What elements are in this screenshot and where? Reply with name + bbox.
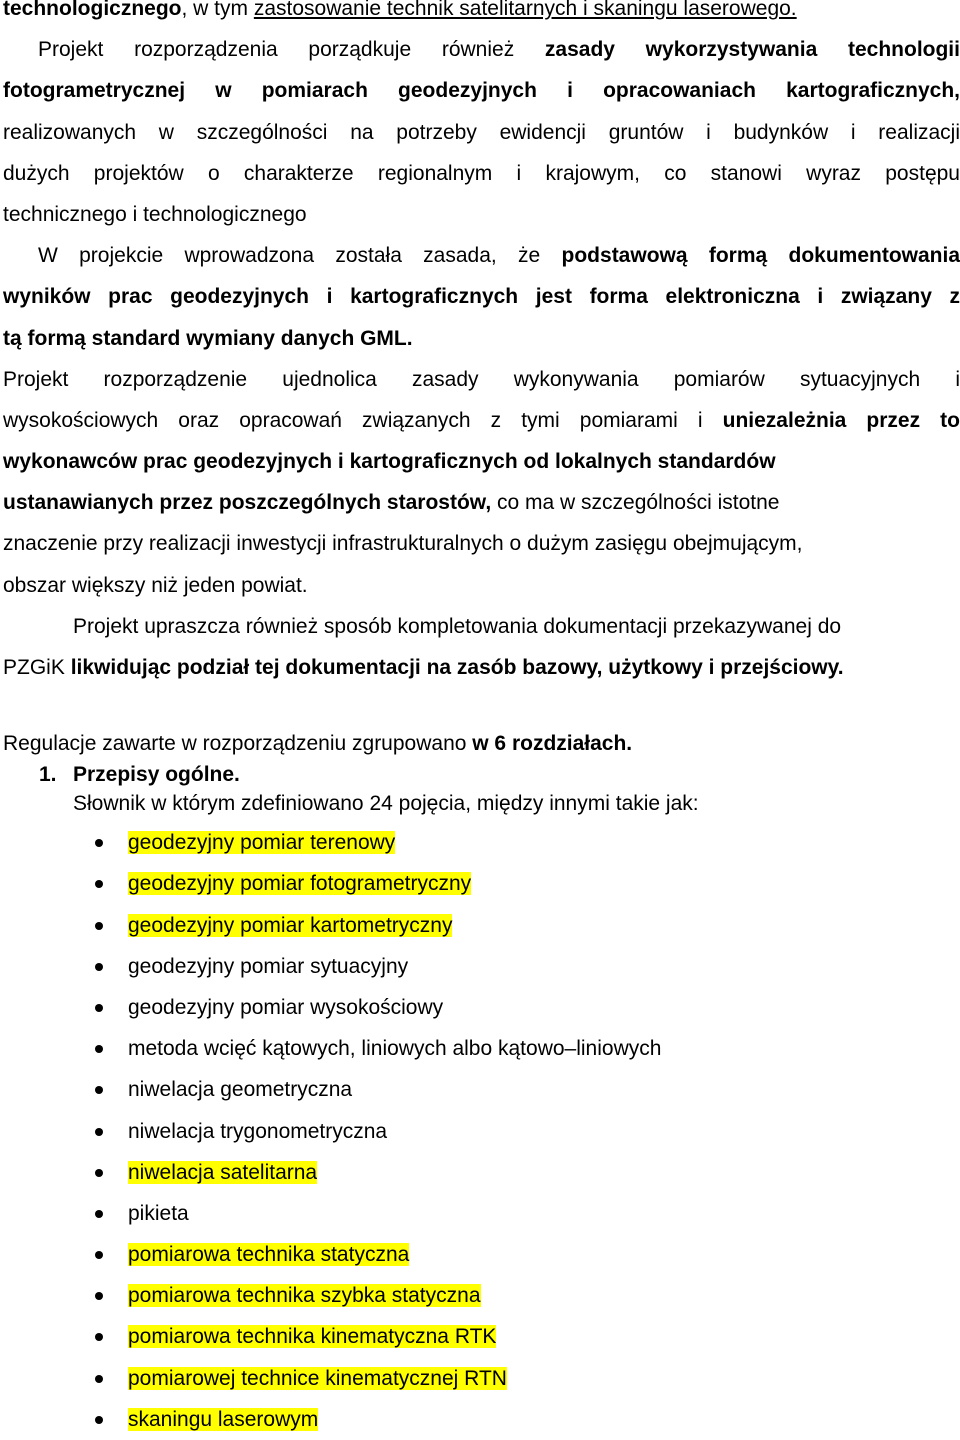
- bold-text: fotogrametrycznej w pomiarach geodezyjnych i opracowaniach kartograficznych,: [3, 79, 960, 103]
- list-item: [3, 1275, 960, 1316]
- chapter-title: Przepisy ogólne.: [73, 763, 240, 787]
- chapter-intro: Słownik w którym zdefiniowano 24 pojęcia, między innymi takie jak:: [73, 792, 699, 816]
- blank-line: [3, 688, 960, 728]
- plain-text: co ma w szczególności istotne: [491, 491, 780, 515]
- underlined-text: zastosowanie technik satelitarnych i skaningu laserowego.: [253, 0, 797, 20]
- list-item-label: pomiarowa technika statyczna: [128, 1243, 410, 1267]
- list-item: [3, 1234, 960, 1275]
- plain-text: W projekcie wprowadzona została zasada, że: [38, 244, 562, 268]
- paragraph-line: dużych projektów o charakterze regionalnym i krajowym, co stanowi wyraz postępu: [3, 161, 960, 185]
- list-item: [3, 1193, 960, 1234]
- list-item: [3, 1399, 960, 1440]
- bullet-icon: [95, 1210, 103, 1218]
- bullet-icon: [95, 880, 103, 888]
- list-item-label: niwelacja trygonometryczna: [128, 1119, 388, 1143]
- list-item: [3, 1152, 960, 1193]
- bullet-icon: [95, 839, 103, 847]
- list-item-label: geodezyjny pomiar sytuacyjny: [128, 954, 409, 978]
- list-item: [3, 946, 960, 987]
- list-item-label: geodezyjny pomiar fotogrametryczny: [128, 872, 472, 896]
- list-item: [3, 863, 960, 904]
- list-item-label: geodezyjny pomiar terenowy: [128, 831, 396, 855]
- list-item-label: skaningu laserowym: [128, 1407, 319, 1431]
- list-item-label: pikieta: [128, 1201, 189, 1225]
- bullet-icon: [95, 1416, 103, 1424]
- paragraph-line: obszar większy niż jeden powiat.: [3, 573, 308, 597]
- paragraph-line: [3, 400, 960, 441]
- list-item: [3, 1069, 960, 1110]
- bullet-icon: [95, 1045, 103, 1053]
- paragraph-line: [3, 318, 960, 359]
- list-item-label: geodezyjny pomiar wysokościowy: [128, 995, 444, 1019]
- list-item: [3, 987, 960, 1028]
- list-number: 1.: [39, 763, 57, 787]
- paragraph-line: [3, 70, 960, 111]
- paragraph-line: [3, 482, 960, 523]
- paragraph-line: [3, 235, 960, 276]
- list-item-label: geodezyjny pomiar kartometryczny: [128, 913, 453, 937]
- plain-text: , w tym: [181, 0, 254, 20]
- plain-text: Projekt rozporządzenia porządkuje również: [38, 38, 545, 62]
- list-item: [3, 1358, 960, 1399]
- document-page: [3, 0, 960, 1440]
- list-item-label: pomiarowej technice kinematycznej RTN: [128, 1366, 507, 1390]
- bullet-icon: [95, 1251, 103, 1259]
- plain-text: PZGiK: [3, 656, 71, 679]
- paragraph-line: Projekt rozporządzenie ujednolica zasady wykonywania pomiarów sytuacyjnych i: [3, 367, 960, 391]
- bullet-icon: [95, 963, 103, 971]
- bullet-icon: [95, 1292, 103, 1300]
- bold-text: ustanawianych przez poszczególnych starostów,: [3, 491, 492, 515]
- bold-text: uniezależnia przez to: [722, 408, 960, 432]
- bullet-icon: [95, 1004, 103, 1012]
- list-item: [3, 1111, 960, 1152]
- paragraph-line: Projekt upraszcza również sposób kompletowania dokumentacji przekazywanej do: [73, 614, 842, 638]
- terms-list: [3, 822, 960, 1440]
- bullet-icon: [95, 1333, 103, 1341]
- list-item-label: niwelacja geometryczna: [128, 1078, 353, 1102]
- list-item: [3, 1316, 960, 1357]
- list-item-label: niwelacja satelitarna: [128, 1160, 318, 1184]
- bold-text: w 6 rozdziałach.: [472, 732, 633, 756]
- paragraph-line: technicznego i technologicznego: [3, 202, 307, 226]
- list-item: [3, 1028, 960, 1069]
- paragraph-line: [3, 647, 960, 688]
- paragraph-line: [3, 29, 960, 70]
- bullet-icon: [95, 1086, 103, 1094]
- bold-text: wykonawców prac geodezyjnych i kartograficznych od lokalnych standardów: [3, 450, 776, 474]
- bullet-icon: [95, 922, 103, 930]
- bold-text: podstawową formą dokumentowania: [561, 244, 960, 268]
- bold-text: likwidując podział tej dokumentacji na zasób bazowy, użytkowy i przejściowy.: [70, 656, 844, 679]
- list-item: [3, 822, 960, 863]
- bold-text: wyników prac geodezyjnych i kartograficznych jest forma elektroniczna i związany z: [3, 285, 960, 309]
- paragraph-line: znaczenie przy realizacji inwestycji infrastrukturalnych o dużym zasięgu obejmującym,: [3, 532, 803, 556]
- chapter-heading: [3, 760, 960, 789]
- list-item-label: metoda wcięć kątowych, liniowych albo kątowo–liniowych: [128, 1037, 662, 1061]
- bold-text: tą formą standard wymiany danych GML.: [3, 326, 413, 350]
- paragraph-line: [3, 441, 960, 482]
- bullet-icon: [95, 1169, 103, 1177]
- paragraph-line: realizowanych w szczególności na potrzeby ewidencji gruntów i budynków i realizacji: [3, 120, 960, 144]
- list-item-label: pomiarowa technika kinematyczna RTK: [128, 1325, 497, 1349]
- bold-text: technologicznego: [3, 0, 182, 20]
- list-item: [3, 905, 960, 946]
- bold-text: zasady wykorzystywania technologii: [544, 38, 960, 62]
- paragraph-line: [3, 728, 960, 760]
- list-item-label: pomiarowa technika szybka statyczna: [128, 1284, 481, 1308]
- text-line: [3, 0, 960, 29]
- paragraph-line: [3, 276, 960, 317]
- bullet-icon: [95, 1128, 103, 1136]
- plain-text: Regulacje zawarte w rozporządzeniu zgrupowano: [3, 732, 473, 756]
- plain-text: wysokościowych oraz opracowań związanych z tymi pomiarami i: [3, 408, 723, 432]
- bullet-icon: [95, 1375, 103, 1383]
